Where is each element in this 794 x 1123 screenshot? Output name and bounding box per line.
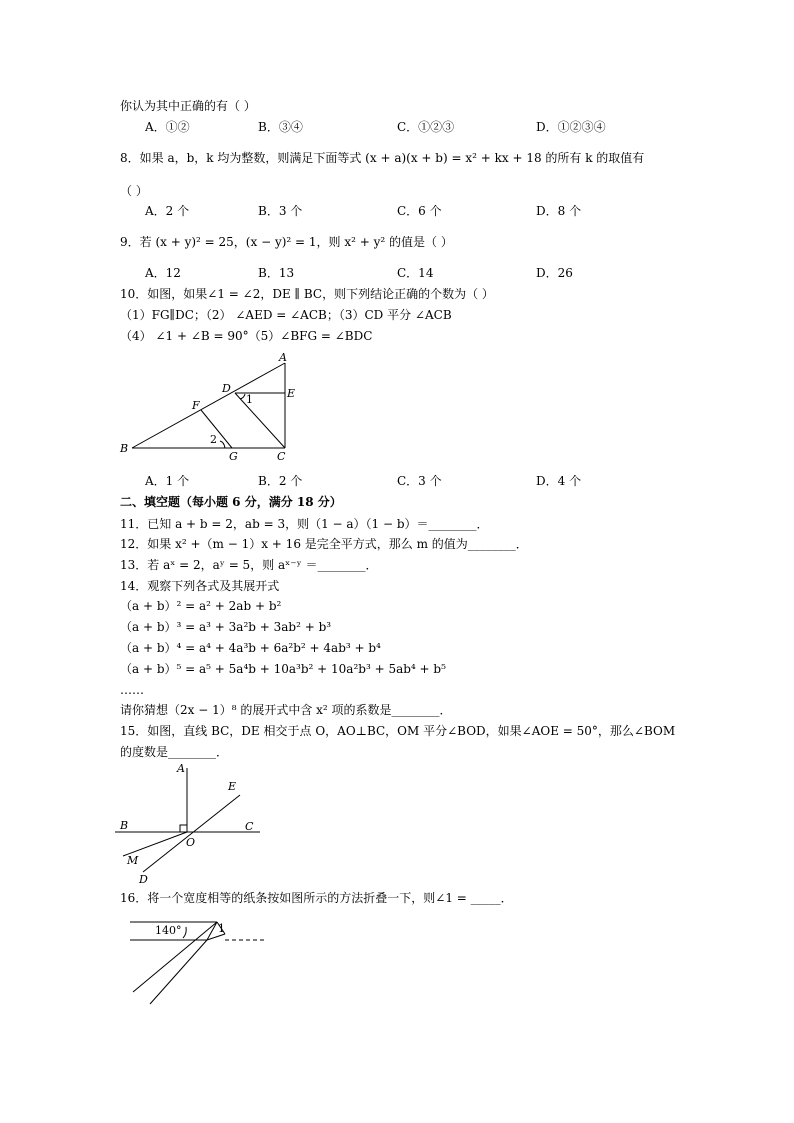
q8-option-c: C．6 个	[397, 204, 442, 218]
q10-option-d: D．4 个	[536, 474, 582, 488]
q15-label-a: A	[177, 762, 185, 775]
q15-stem: 15．如图，直线 BC，DE 相交于点 O，AO⊥BC，OM 平分∠BOD，如果∠AOE = 50°，那么∠BOM	[120, 724, 676, 738]
q10-label-a: A	[279, 351, 287, 364]
q10-label-1: 1	[246, 393, 253, 406]
q10-label-c: C	[277, 450, 286, 462]
q10-label-d: D	[222, 382, 231, 395]
q10-triangle-figure	[112, 350, 312, 462]
q10-option-a: A．1 个	[145, 474, 190, 488]
q8-stem: 8．如果 a，b，k 均为整数，则满足下面等式 (x + a)(x + b) = x² + kx + 18 的所有 k 的取值有	[120, 151, 645, 165]
q15-lines-figure	[115, 760, 275, 885]
q15-line2: 的度数是________．	[120, 745, 229, 759]
q15-label-m: M	[127, 854, 139, 867]
q10-label-g: G	[229, 450, 238, 462]
q9-option-b: B．13	[258, 266, 295, 280]
q9-option-c: C．14	[397, 266, 434, 280]
q16-label-140: 140°	[155, 924, 182, 937]
q13: 13．若 aˣ = 2，aʸ = 5，则 aˣ⁻ʸ ＝________．	[120, 558, 378, 572]
q7-option-a: A．①②	[145, 120, 190, 134]
q9-option-a: A．12	[145, 266, 181, 280]
q7-option-b: B．③④	[258, 120, 303, 134]
q8-option-a: A．2 个	[145, 204, 190, 218]
q10-line3: （4） ∠1 + ∠B = 90°（5）∠BFG = ∠BDC	[120, 329, 373, 343]
q14-line-4: （a + b）⁵ = a⁵ + 5a⁴b + 10a³b² + 10a²b³ + 5ab⁴ + b⁵	[120, 662, 446, 676]
q10-label-e: E	[287, 387, 296, 400]
q14-question: 请你猜想（2x − 1）⁸ 的展开式中含 x² 项的系数是________．	[120, 703, 452, 717]
q10-label-f: F	[192, 399, 200, 412]
section-2-title-text: 二、填空题（每小题 6 分，满分 18 分）	[120, 495, 342, 509]
q10-label-2: 2	[210, 433, 217, 446]
q10-label-b: B	[120, 442, 129, 455]
q10-line2: （1）FG∥DC；（2） ∠AED = ∠ACB；（3）CD 平分 ∠ACB	[120, 308, 452, 322]
q14-ellipsis: ……	[120, 683, 144, 697]
q9-stem: 9．若 (x + y)² = 25，(x − y)² = 1，则 x² + y² 的值是（ ）	[120, 235, 453, 249]
q8-option-d: D．8 个	[536, 204, 582, 218]
q14-stem: 14．观察下列各式及其展开式	[120, 579, 280, 593]
q14-line-2: （a + b）³ = a³ + 3a²b + 3ab² + b³	[120, 620, 332, 634]
q15-label-e: E	[228, 780, 237, 793]
q9-option-d: D．26	[536, 266, 573, 280]
q7-option-d: D．①②③④	[536, 120, 606, 134]
q15-label-b: B	[120, 819, 129, 832]
q15-label-o: O	[186, 836, 196, 849]
q10-stem: 10．如图，如果∠1 = ∠2，DE ∥ BC，则下列结论正确的个数为（ ）	[120, 287, 494, 301]
q16-label-1: 1	[218, 922, 225, 935]
q15-label-c: C	[245, 820, 254, 833]
q14-line-3: （a + b）⁴ = a⁴ + 4a³b + 6a²b² + 4ab³ + b⁴	[120, 641, 381, 655]
q10-option-c: C．3 个	[397, 474, 442, 488]
q7-option-c: C．①②③	[397, 120, 455, 134]
q7-stem: 你认为其中正确的有（ ）	[120, 99, 256, 113]
q16-paper-strip-figure	[125, 912, 275, 1012]
q11: 11．已知 a + b = 2，ab = 3，则（1 − a）（1 − b）＝________．	[120, 517, 489, 531]
q8-paren: （ ）	[120, 184, 148, 198]
q8-option-b: B．3 个	[258, 204, 303, 218]
q12: 12．如果 x² +（m − 1）x + 16 是完全平方式，那么 m 的值为________．	[120, 537, 528, 551]
q15-label-d: D	[139, 873, 148, 885]
q16-stem: 16．将一个宽度相等的纸条按如图所示的方法折叠一下，则∠1 = _____．	[120, 891, 513, 905]
q10-option-b: B．2 个	[258, 474, 303, 488]
q14-line-1: （a + b）² = a² + 2ab + b²	[120, 599, 282, 613]
section-2-title	[120, 494, 342, 510]
